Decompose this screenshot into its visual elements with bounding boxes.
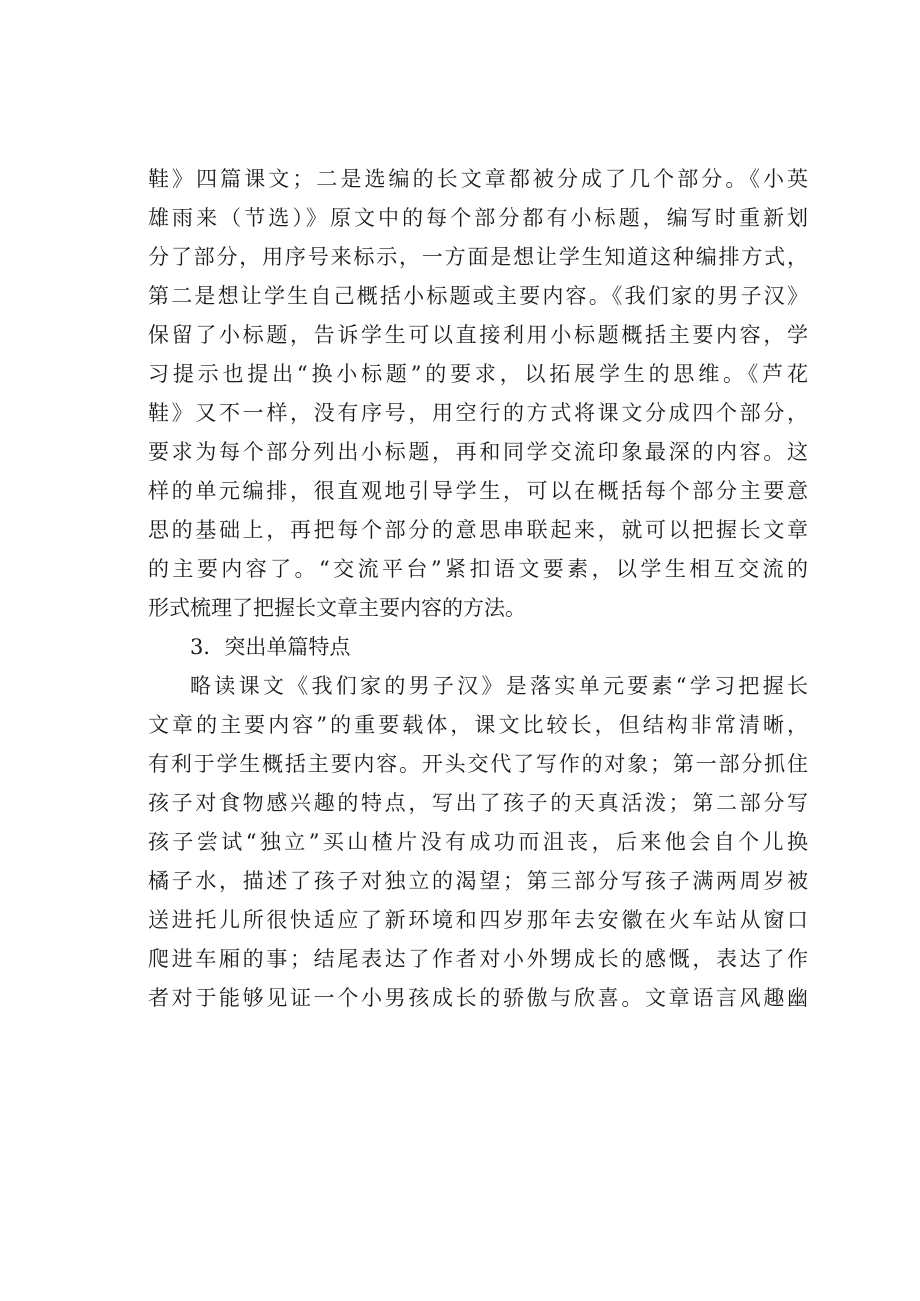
text-line: 孩子尝试“独立”买山楂片没有成功而沮丧，后来他会自个儿换 (148, 830, 808, 854)
text-line: 样的单元编排，很直观地引导学生，可以在概括每个部分主要意 (148, 479, 808, 503)
text-line: 送进托儿所很快适应了新环境和四岁那年去安徽在火车站从窗口 (148, 908, 808, 932)
text-line: 略读课文《我们家的男子汉》是落实单元要素“学习把握长 (190, 674, 808, 698)
text-line: 分了部分，用序号来标示，一方面是想让学生知道这种编排方式， (148, 245, 808, 269)
text-line: 保留了小标题，告诉学生可以直接利用小标题概括主要内容，学 (148, 323, 808, 347)
text-line: 要求为每个部分列出小标题，再和同学交流印象最深的内容。这 (148, 440, 808, 464)
paragraph-2 (148, 667, 808, 1018)
section-heading: 3．突出单篇特点 (190, 635, 351, 659)
text-line: 文章的主要内容”的重要载体，课文比较长，但结构非常清晰， (148, 713, 808, 737)
body-text (148, 160, 808, 1018)
text-line: 习提示也提出“换小标题”的要求，以拓展学生的思维。《芦花 (148, 362, 808, 386)
text-line: 雄雨来（节选）》原文中的每个部分都有小标题，编写时重新划 (148, 206, 808, 230)
text-line: 鞋》又不一样，没有序号，用空行的方式将课文分成四个部分， (148, 401, 808, 425)
text-line: 第二是想让学生自己概括小标题或主要内容。《我们家的男子汉》 (148, 284, 808, 308)
text-line: 有利于学生概括主要内容。开头交代了写作的对象；第一部分抓住 (148, 752, 808, 776)
text-line: 者对于能够见证一个小男孩成长的骄傲与欣喜。文章语言风趣幽 (148, 986, 808, 1010)
text-line: 鞋》四篇课文；二是选编的长文章都被分成了几个部分。《小英 (148, 167, 808, 191)
text-line: 橘子水，描述了孩子对独立的渴望；第三部分写孩子满两周岁被 (148, 869, 808, 893)
text-line: 思的基础上，再把每个部分的意思串联起来，就可以把握长文章 (148, 518, 808, 542)
text-line: 的主要内容了。“交流平台”紧扣语文要素，以学生相互交流的 (148, 557, 808, 581)
paragraph-1 (148, 160, 808, 628)
text-line: 孩子对食物感兴趣的特点，写出了孩子的天真活泼；第二部分写 (148, 791, 808, 815)
text-line: 爬进车厢的事；结尾表达了作者对小外甥成长的感慨，表达了作 (148, 947, 808, 971)
text-line: 形式梳理了把握长文章主要内容的方法。 (148, 596, 526, 620)
